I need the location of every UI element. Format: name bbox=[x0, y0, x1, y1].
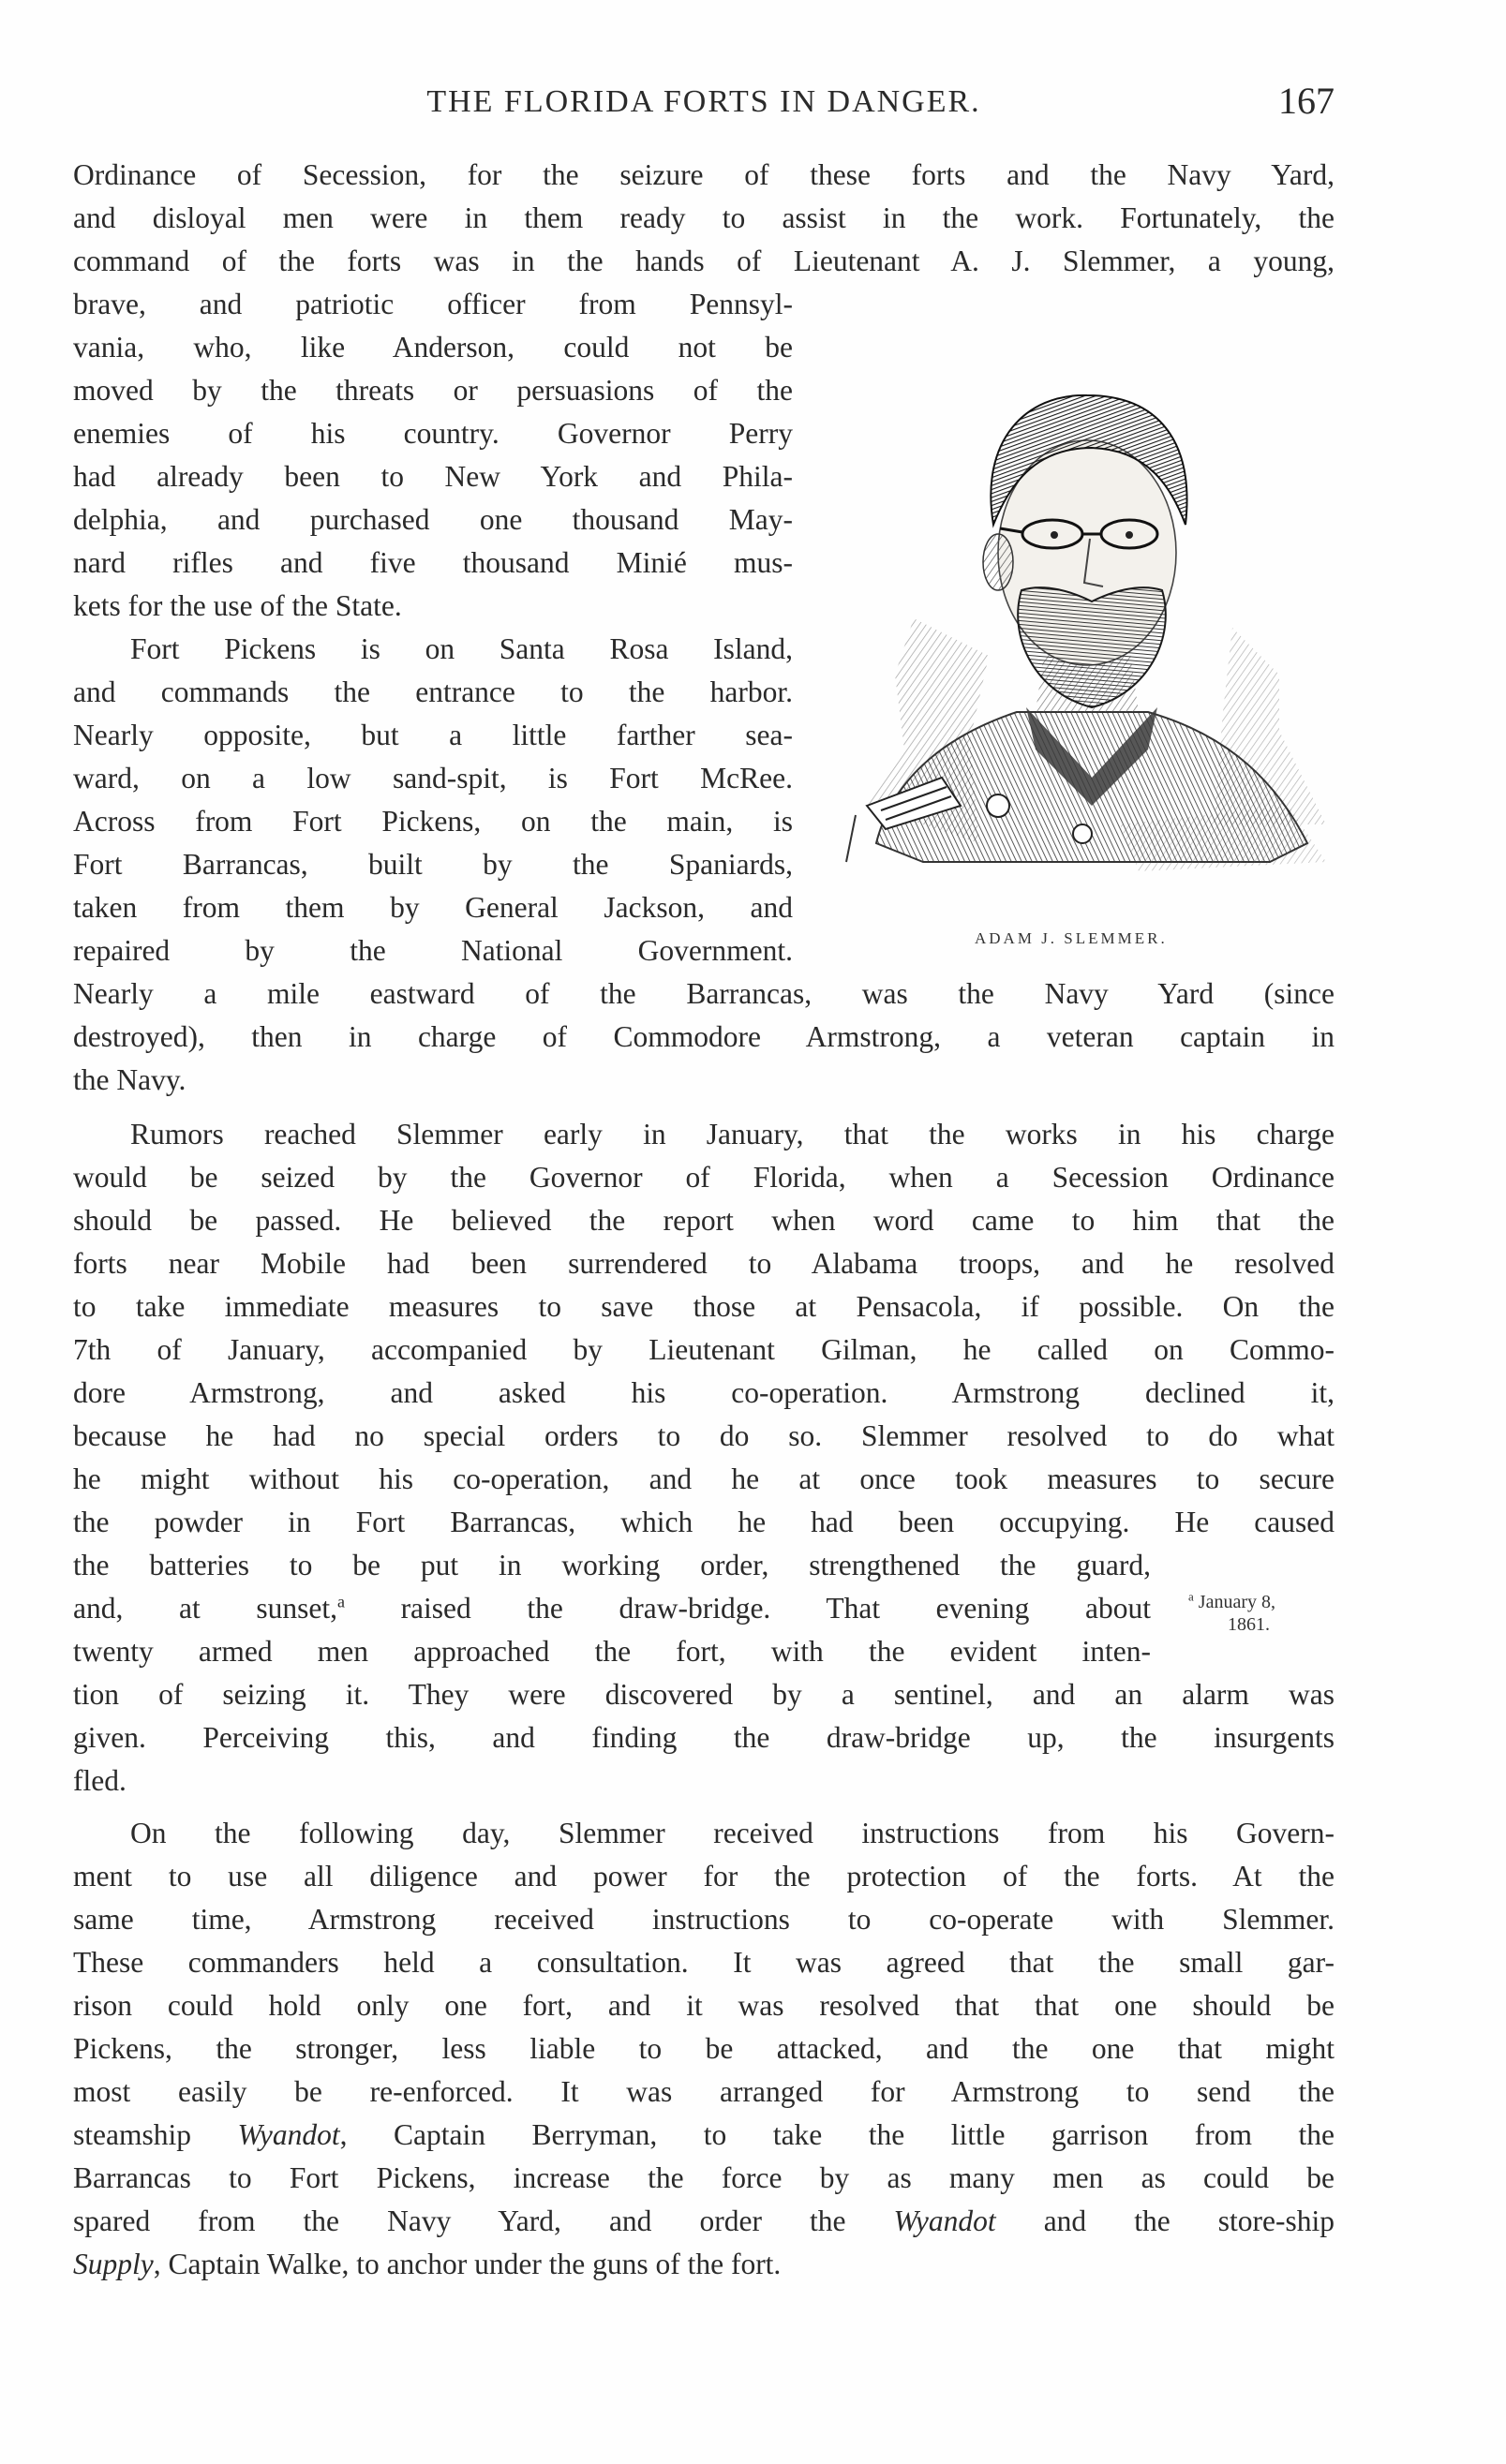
text-line: These commanders held a consultation. It was agreed that the small gar- bbox=[73, 1946, 1335, 1979]
running-title: THE FLORIDA FORTS IN DANGER. bbox=[426, 84, 981, 119]
text-line: to take immediate measures to save those at Pensacola, if possible. On the bbox=[73, 1290, 1335, 1323]
text-fragment: and the store-ship bbox=[995, 2204, 1335, 2237]
text-line: Nearly a mile eastward of the Barrancas, was the Navy Yard (since bbox=[73, 977, 1335, 1010]
text-line: and disloyal men were in them ready to assist in the work. Fortunately, the bbox=[73, 201, 1335, 234]
text-line: dore Armstrong, and asked his co-operation. Armstrong declined it, bbox=[73, 1376, 1335, 1409]
margin-note-year: 1861. bbox=[1228, 1613, 1270, 1635]
text-fragment: , Captain Walke, to anchor under the guns of the fort. bbox=[153, 2248, 782, 2280]
text-line: Fort Barrancas, built by the Spaniards, bbox=[73, 848, 793, 881]
text-line: repaired by the National Government. bbox=[73, 934, 793, 967]
ship-name: Wyandot bbox=[237, 2118, 340, 2151]
text-line: given. Perceiving this, and finding the draw-bridge up, the insurgents bbox=[73, 1721, 1335, 1754]
margin-note-date: January 8, bbox=[1198, 1591, 1275, 1612]
text-line: ward, on a low sand-spit, is Fort McRee. bbox=[73, 762, 793, 794]
text-line: nard rifles and five thousand Minié mus- bbox=[73, 546, 793, 579]
text-line: most easily be re-enforced. It was arranged for Armstrong to send the bbox=[73, 2075, 1335, 2108]
text-line: forts near Mobile had been surrendered to Alabama troops, and he resolved bbox=[73, 1247, 1335, 1280]
text-line: had already been to New York and Phila- bbox=[73, 460, 793, 493]
text-line: enemies of his country. Governor Perry bbox=[73, 417, 793, 450]
text-line: ment to use all diligence and power for the protection of the forts. At the bbox=[73, 1860, 1335, 1893]
ship-name: Wyandot bbox=[893, 2204, 996, 2237]
text-line: he might without his co-operation, and he at once took measures to secure bbox=[73, 1462, 1335, 1495]
text-line: delphia, and purchased one thousand May- bbox=[73, 503, 793, 536]
footnote-marker: a bbox=[336, 1592, 345, 1611]
text-line: would be seized by the Governor of Florida, when a Secession Ordinance bbox=[73, 1161, 1335, 1194]
text-line: Nearly opposite, but a little farther sea- bbox=[73, 719, 793, 751]
text-line: taken from them by General Jackson, and bbox=[73, 891, 793, 924]
text-line: Barrancas to Fort Pickens, increase the force by as many men as could be bbox=[73, 2161, 1335, 2194]
paragraph-4 bbox=[73, 1812, 1335, 2286]
text-line: Rumors reached Slemmer early in January, that the works in his charge bbox=[130, 1118, 1335, 1150]
text-line: same time, Armstrong received instructions to co-operate with Slemmer. bbox=[73, 1903, 1335, 1936]
text-fragment: raised the draw-bridge. That evening about bbox=[344, 1592, 1151, 1625]
text-line: command of the forts was in the hands of Lieutenant A. J. Slemmer, a young, bbox=[73, 245, 1335, 277]
text-line: moved by the threats or persuasions of the bbox=[73, 374, 793, 407]
text-line: twenty armed men approached the fort, with the evident inten- bbox=[73, 1635, 1151, 1668]
running-head bbox=[73, 79, 1335, 127]
text-line: destroyed), then in charge of Commodore Armstrong, a veteran captain in bbox=[73, 1020, 1335, 1053]
text-line: Across from Fort Pickens, on the main, is bbox=[73, 805, 793, 838]
text-line bbox=[73, 1587, 1151, 1630]
margin-note bbox=[1188, 1585, 1348, 1636]
text-line: Ordinance of Secession, for the seizure of these forts and the Navy Yard, bbox=[73, 158, 1335, 191]
text-fragment: and, at sunset, bbox=[73, 1592, 337, 1625]
text-fragment: spared from the Navy Yard, and order the bbox=[73, 2204, 894, 2237]
text-line bbox=[73, 2114, 1335, 2157]
text-line: should be passed. He believed the report when word came to him that the bbox=[73, 1204, 1335, 1237]
text-line: Fort Pickens is on Santa Rosa Island, bbox=[130, 632, 793, 665]
text-line: brave, and patriotic officer from Pennsyl- bbox=[73, 288, 793, 320]
ship-name: Supply bbox=[73, 2248, 154, 2280]
text-line: the batteries to be put in working order, strengthened the guard, bbox=[73, 1549, 1151, 1581]
text-line: On the following day, Slemmer received instructions from his Govern- bbox=[130, 1817, 1335, 1849]
text-line: tion of seizing it. They were discovered by a sentinel, and an alarm was bbox=[73, 1678, 1335, 1711]
text-line bbox=[73, 2200, 1335, 2243]
figure-caption: ADAM J. SLEMMER. bbox=[975, 929, 1168, 947]
text-line: the Navy. bbox=[73, 1063, 186, 1096]
text-line: Pickens, the stronger, less liable to be attacked, and the one that might bbox=[73, 2032, 1335, 2065]
paragraph-3 bbox=[73, 1113, 1335, 1803]
text-line: rison could hold only one fort, and it was resolved that that one should be bbox=[73, 1989, 1335, 2022]
portrait-engraving bbox=[839, 337, 1345, 899]
text-line: because he had no special orders to do so. Slemmer resolved to do what bbox=[73, 1419, 1335, 1452]
page-number: 167 bbox=[1278, 80, 1335, 122]
text-line: kets for the use of the State. bbox=[73, 589, 402, 622]
margin-note-line bbox=[1188, 1589, 1275, 1612]
text-line: 7th of January, accompanied by Lieutenant Gilman, he called on Commo- bbox=[73, 1333, 1335, 1366]
text-line: vania, who, like Anderson, could not be bbox=[73, 331, 793, 364]
text-line: and commands the entrance to the harbor. bbox=[73, 675, 793, 708]
text-line: the powder in Fort Barrancas, which he had been occupying. He caused bbox=[73, 1506, 1335, 1538]
margin-note-marker: a bbox=[1188, 1589, 1194, 1603]
text-line bbox=[73, 2243, 1335, 2286]
text-fragment: , Captain Berryman, to take the little garrison from the bbox=[339, 2118, 1335, 2151]
text-line: fled. bbox=[73, 1764, 127, 1797]
text-fragment: steamship bbox=[73, 2118, 238, 2151]
